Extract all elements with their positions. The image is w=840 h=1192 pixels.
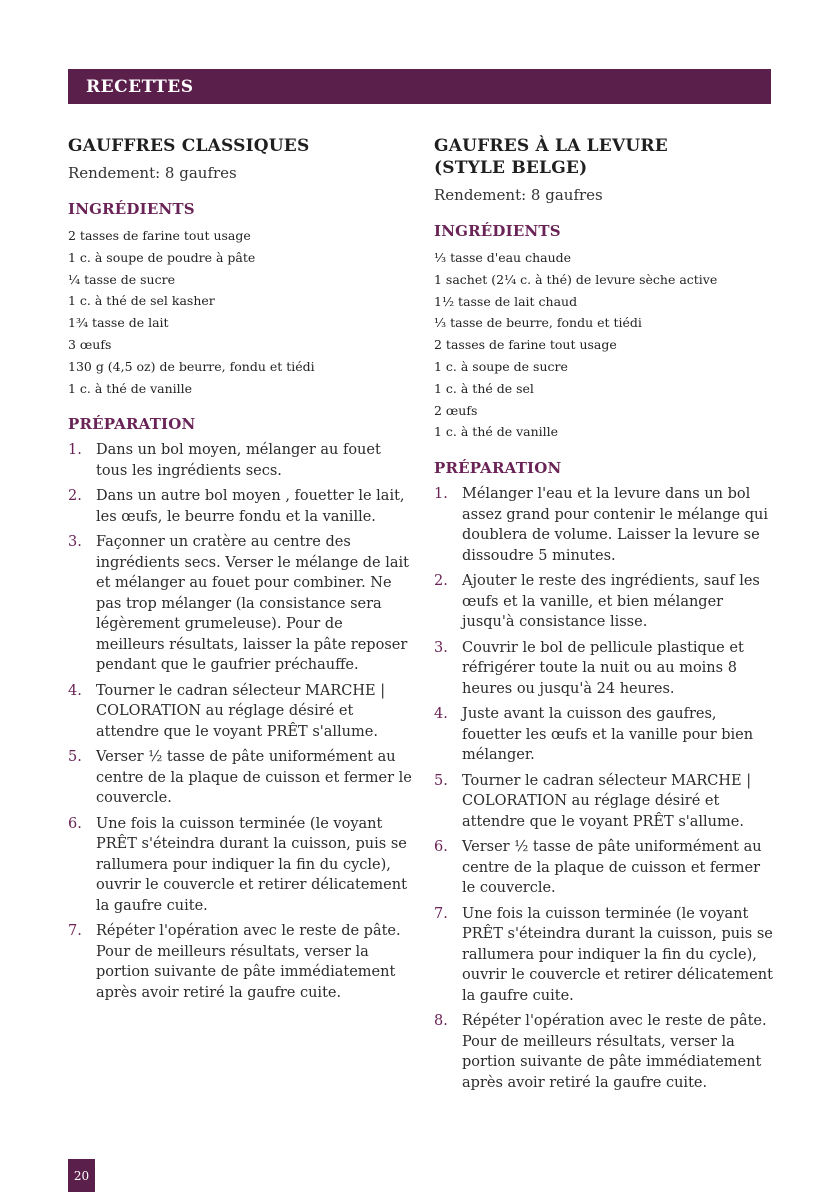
step-text: Répéter l'opération avec le reste de pâte. Pour de meilleurs résultats, verser la portion suivante de pâte immédiatement après avoir retiré la gaufre cuite. [96, 923, 401, 1001]
step-item [434, 704, 774, 766]
step-number: 1. [68, 442, 82, 459]
step-item [68, 532, 413, 676]
step-item [68, 814, 413, 917]
ingredient-item: ¼ tasse de sucre [68, 271, 175, 287]
step-number: 4. [68, 682, 82, 699]
step-number: 7. [68, 923, 82, 940]
ingredient-item: 130 g (4,5 oz) de beurre, fondu et tiédi [68, 358, 315, 374]
step-number: 2. [434, 573, 448, 590]
ingredient-item: ⅓ tasse de beurre, fondu et tiédi [434, 315, 642, 331]
step-number: 5. [434, 772, 448, 789]
step-number: 8. [434, 1013, 448, 1030]
ingredients-list [68, 225, 413, 399]
ingredient-item: 1 c. à thé de vanille [434, 424, 559, 440]
recipe-title-line: (STYLE BELGE) [434, 158, 588, 178]
step-item [68, 681, 413, 743]
step-number: 7. [434, 905, 448, 922]
ingredient-item: 2 œufs [434, 402, 478, 418]
recipe-belgian [434, 135, 774, 1098]
ingredient-item: ⅓ tasse d'eau chaude [434, 250, 572, 265]
step-text: Ajouter le reste des ingrédients, sauf les œufs et la vanille, et bien mélanger jusqu'à consistance lisse. [462, 573, 760, 631]
step-number: 2. [68, 488, 82, 505]
ingredient-item: 1 c. à thé de sel kasher [68, 293, 215, 309]
step-text: Tourner le cadran sélecteur MARCHE | COLORATION au réglage désiré et attendre que le voyant PRÊT s'allume. [96, 682, 386, 740]
recipe-yield: Rendement: 8 gaufres [434, 186, 603, 204]
recipe-title: GAUFFRES CLASSIQUES [68, 136, 310, 156]
recipe-title-line: GAUFRES À LA LEVURE [434, 136, 668, 156]
step-text: Répéter l'opération avec le reste de pâte. Pour de meilleurs résultats, verser la portion suivante de pâte immédiatement après avoir retiré la gaufre cuite. [462, 1013, 767, 1091]
step-item [68, 921, 413, 1003]
section-banner [68, 69, 771, 104]
step-number: 6. [434, 839, 448, 856]
steps-list [68, 440, 413, 1003]
step-item [434, 771, 774, 833]
step-text: Verser ½ tasse de pâte uniformément au centre de la plaque de cuisson et fermer le couvercle. [96, 749, 412, 807]
preparation-heading: PRÉPARATION [434, 459, 562, 478]
steps-list [434, 484, 774, 1093]
recipe-yield: Rendement: 8 gaufres [68, 164, 237, 182]
page-number: 20 [68, 1159, 95, 1192]
step-item [434, 571, 774, 633]
step-item [68, 486, 413, 527]
step-item [434, 1011, 774, 1093]
ingredient-item: 1 c. à thé de sel [434, 380, 534, 396]
preparation-heading: PRÉPARATION [68, 415, 196, 434]
step-item [434, 837, 774, 899]
step-text: Une fois la cuisson terminée (le voyant PRÊT s'éteindra durant la cuisson, puis se rallumera pour indiquer la fin du cycle), ouvrir le couvercle et retirer délicatement la gaufre cuite. [96, 815, 407, 914]
ingredient-item: 2 tasses de farine tout usage [434, 337, 617, 353]
ingredient-item: 1 sachet (2¼ c. à thé) de levure sèche active [434, 271, 718, 287]
step-number: 3. [434, 639, 448, 656]
step-item [68, 747, 413, 809]
recipe-classic [68, 135, 413, 1008]
step-text: Couvrir le bol de pellicule plastique et réfrigérer toute la nuit ou au moins 8 heures ou jusqu'à 24 heures. [462, 639, 744, 697]
step-text: Juste avant la cuisson des gaufres, fouetter les œufs et la vanille pour bien mélanger. [462, 706, 754, 764]
recipe-title [434, 135, 774, 179]
step-item [434, 638, 774, 700]
step-text: Mélanger l'eau et la levure dans un bol assez grand pour contenir le mélange qui doublera de volume. Laisser la levure se dissoudre 5 minutes. [462, 486, 768, 564]
step-number: 3. [68, 534, 82, 551]
step-number: 4. [434, 706, 448, 723]
ingredients-list [434, 247, 774, 443]
ingredient-item: 1 c. à soupe de poudre à pâte [68, 249, 256, 265]
ingredient-item: 1½ tasse de lait chaud [434, 293, 578, 309]
ingredients-heading: INGRÉDIENTS [434, 222, 561, 240]
ingredient-item: 1 c. à thé de vanille [68, 380, 193, 396]
step-item [434, 904, 774, 1007]
step-text: Dans un bol moyen, mélanger au fouet tous les ingrédients secs. [96, 442, 381, 479]
step-item [68, 440, 413, 481]
step-number: 6. [68, 815, 82, 832]
step-number: 5. [68, 749, 82, 766]
step-number: 1. [434, 486, 448, 503]
ingredient-item: 2 tasses de farine tout usage [68, 228, 251, 243]
step-text: Une fois la cuisson terminée (le voyant PRÊT s'éteindra durant la cuisson, puis se rallumera pour indiquer la fin du cycle), ouvrir le couvercle et retirer délicatement la gaufre cuite. [462, 905, 773, 1004]
section-title: RECETTES [86, 77, 194, 97]
step-item [434, 484, 774, 566]
ingredient-item: 1 c. à soupe de sucre [434, 358, 568, 374]
ingredients-heading: INGRÉDIENTS [68, 200, 195, 218]
step-text: Tourner le cadran sélecteur MARCHE | COLORATION au réglage désiré et attendre que le voyant PRÊT s'allume. [462, 772, 752, 830]
ingredient-item: 3 œufs [68, 336, 112, 352]
ingredient-item: 1¾ tasse de lait [68, 315, 169, 331]
step-text: Dans un autre bol moyen , fouetter le lait, les œufs, le beurre fondu et la vanille. [96, 488, 405, 525]
step-text: Verser ½ tasse de pâte uniformément au centre de la plaque de cuisson et fermer le couvercle. [462, 839, 762, 897]
step-text: Façonner un cratère au centre des ingrédients secs. Verser le mélange de lait et mélanger au fouet pour combiner. Ne pas trop mélanger (la consistance sera légèrement grumeleuse). Pour de meilleurs résultats, laisser la pâte reposer pendant que le gaufrier préchauffe. [96, 534, 409, 674]
